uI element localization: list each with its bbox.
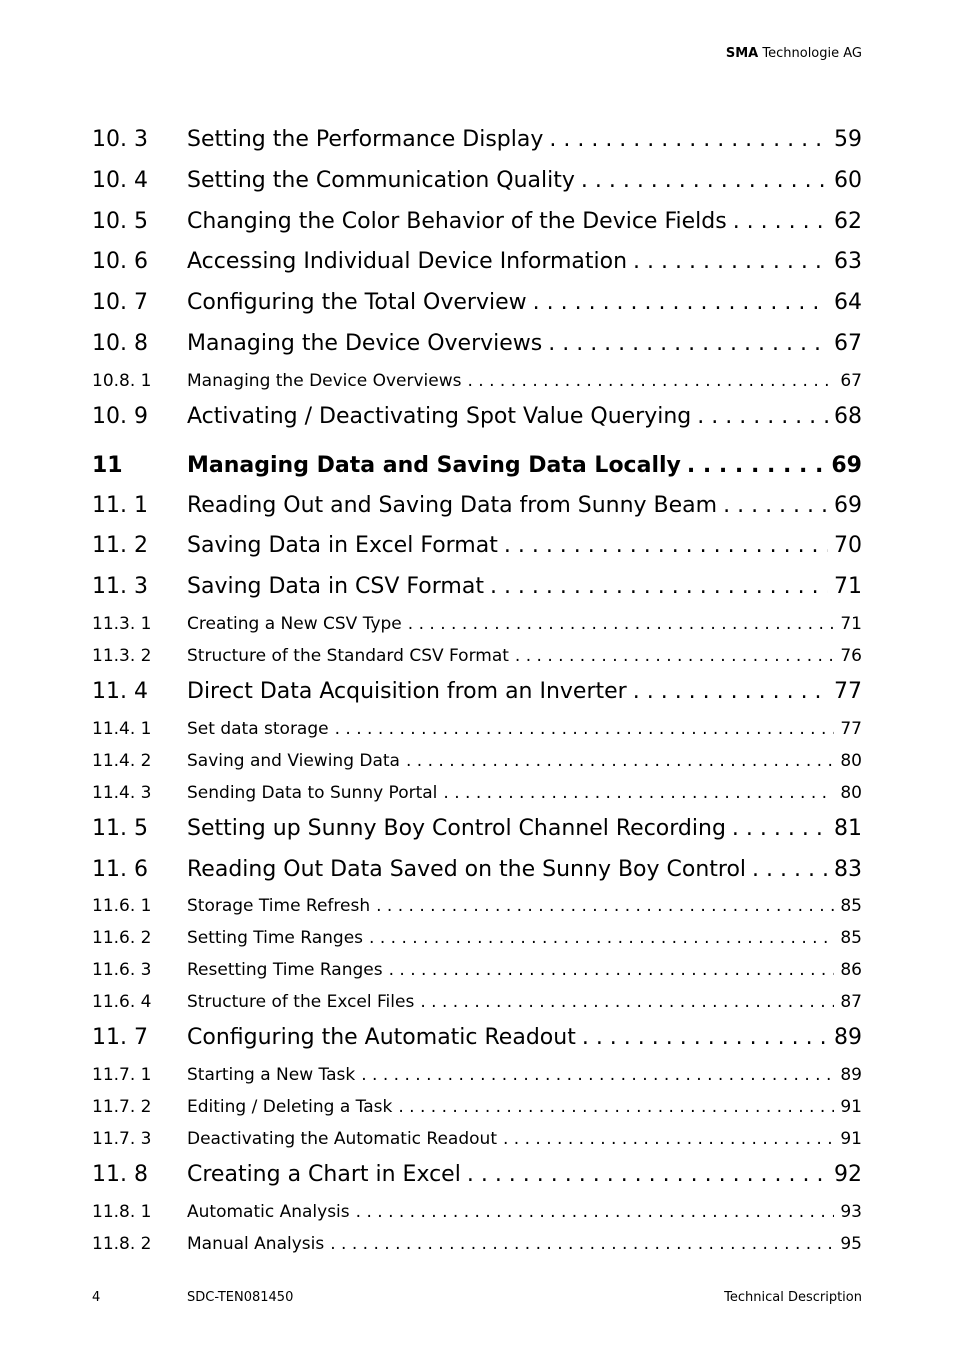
toc-entry-title: Reading Out and Saving Data from Sunny Beam (187, 492, 718, 518)
toc-entry-leader (582, 1018, 828, 1059)
toc-entry[interactable] (92, 1123, 862, 1155)
toc-entry-leader (504, 526, 828, 567)
toc-entry-page: 69 (834, 492, 862, 518)
toc-entry-number: 10. 3 (92, 127, 148, 152)
toc-entry[interactable] (92, 890, 862, 922)
toc-entry-title: Configuring the Automatic Readout (187, 1025, 576, 1051)
toc-entry-page: 68 (834, 403, 862, 429)
toc-entry-title: Creating a Chart in Excel (187, 1162, 461, 1188)
toc-entry-number: 11.4. 3 (92, 782, 152, 803)
toc-entry[interactable] (92, 608, 862, 640)
toc-entry-number: 11.4. 1 (92, 718, 152, 739)
toc-entry-title: Managing the Device Overviews (187, 330, 543, 356)
toc-entry-page: 95 (840, 1233, 862, 1254)
toc-entry-page: 63 (834, 249, 862, 275)
toc-entry[interactable] (92, 1018, 862, 1059)
toc-entry-number: 10. 9 (92, 403, 148, 429)
toc-entry-title: Setting up Sunny Boy Control Channel Recording (187, 815, 726, 841)
toc-entry-leader (549, 120, 828, 161)
toc-entry-title: Setting the Communication Quality (187, 167, 575, 193)
toc-entry-page: 77 (840, 718, 862, 739)
toc-entry-number: 11.6. 1 (92, 896, 152, 917)
toc-entry-leader (335, 713, 835, 745)
toc-entry-number: 11. 5 (92, 815, 148, 841)
toc-entry-page: 89 (840, 1065, 862, 1086)
toc-entry-page: 86 (840, 960, 862, 981)
toc-entry-number: 11.8. 2 (92, 1233, 152, 1254)
toc-entry-title: Manual Analysis (187, 1233, 325, 1254)
toc-entry-page: 89 (834, 1025, 862, 1051)
toc-entry-page: 64 (834, 290, 862, 316)
toc-entry-title: Reading Out Data Saved on the Sunny Boy Control (187, 856, 747, 882)
toc-entry-page: 91 (840, 1129, 862, 1150)
toc-entry-leader (633, 672, 828, 713)
toc-entry[interactable] (92, 745, 862, 777)
toc-entry-title: Storage Time Refresh (187, 896, 371, 917)
toc-entry[interactable] (92, 809, 862, 850)
toc-entry-leader (376, 890, 834, 922)
toc-entry-leader (356, 1196, 835, 1228)
toc-entry-page: 85 (840, 928, 862, 949)
toc-entry-page: 83 (834, 856, 862, 882)
toc-entry[interactable] (92, 954, 862, 986)
toc-entry-leader (443, 777, 834, 809)
toc-entry-number: 11. 6 (92, 856, 148, 882)
toc-entry-leader (752, 850, 828, 891)
toc-entry-number: 11.7. 3 (92, 1129, 152, 1150)
toc-entry-title: Resetting Time Ranges (187, 960, 383, 981)
toc-entry-number: 10. 7 (92, 290, 148, 316)
toc-entry-title: Structure of the Excel Files (187, 992, 415, 1013)
toc-entry[interactable] (92, 777, 862, 809)
toc-entry-number: 11.6. 4 (92, 992, 152, 1013)
toc-entry-page: 69 (831, 452, 862, 478)
toc-entry-number: 11. 7 (92, 1025, 148, 1051)
toc-entry-title: Changing the Color Behavior of the Device Fields (187, 208, 727, 234)
toc-entry[interactable] (92, 397, 862, 438)
toc-entry-number: 10. 5 (92, 208, 148, 234)
toc-entry-page: 59 (834, 127, 862, 152)
toc-entry-number: 10.8. 1 (92, 370, 152, 391)
toc-entry[interactable] (92, 850, 862, 891)
toc-entry-title: Deactivating the Automatic Readout (187, 1129, 497, 1150)
toc-entry[interactable] (92, 202, 862, 243)
toc-entry-leader (581, 161, 828, 202)
toc-entry-leader (533, 283, 828, 324)
toc-entry-leader (361, 1059, 834, 1091)
toc-entry[interactable] (92, 1091, 862, 1123)
toc-entry-page: 81 (834, 815, 862, 841)
toc-entry-leader (697, 397, 828, 438)
toc-entry[interactable] (92, 1155, 862, 1196)
toc-entry-leader (733, 202, 828, 243)
toc-entry-title: Sending Data to Sunny Portal (187, 782, 438, 803)
footer-page-number: 4 (92, 1290, 101, 1305)
toc-entry-title: Creating a New CSV Type (187, 613, 402, 634)
toc-entry-page: 80 (840, 750, 862, 771)
toc-entry[interactable] (92, 567, 862, 608)
toc-entry[interactable] (92, 283, 862, 324)
toc-entry-number: 10. 8 (92, 330, 148, 356)
toc-entry-title: Managing Data and Saving Data Locally (187, 452, 681, 478)
toc-entry-page: 87 (840, 992, 862, 1013)
footer-doc-id: SDC-TEN081450 (187, 1290, 294, 1305)
toc-entry-number: 10. 4 (92, 167, 148, 193)
toc-entry-leader (687, 438, 826, 486)
toc-entry-number: 11.6. 3 (92, 960, 152, 981)
page-header (726, 46, 862, 61)
toc-entry-leader (548, 324, 828, 365)
toc-entry[interactable] (92, 120, 862, 161)
toc-entry-page: 67 (840, 370, 862, 391)
toc-entry[interactable] (92, 438, 862, 486)
toc-entry-title: Editing / Deleting a Task (187, 1097, 393, 1118)
toc-entry-leader (389, 954, 835, 986)
toc-entry-title: Saving Data in CSV Format (187, 574, 484, 600)
page-footer (92, 1290, 862, 1310)
toc-entry-number: 10. 6 (92, 249, 148, 275)
toc-entry-number: 11. 4 (92, 678, 148, 704)
toc-entry-title: Automatic Analysis (187, 1201, 350, 1222)
toc-entry-leader (490, 567, 828, 608)
toc-entry-page: 62 (834, 208, 862, 234)
toc-entry-page: 77 (834, 678, 862, 704)
toc-entry-leader (330, 1228, 834, 1260)
toc-entry-number: 11.7. 2 (92, 1097, 152, 1118)
toc-entry[interactable] (92, 486, 862, 527)
toc-entry-number: 11.4. 2 (92, 750, 152, 771)
toc-entry-number: 11.3. 2 (92, 645, 152, 666)
toc-entry-title: Saving and Viewing Data (187, 750, 400, 771)
toc-entry-leader (369, 922, 834, 954)
toc-entry-number: 11.7. 1 (92, 1065, 152, 1086)
header-company-rest: Technologie AG (758, 46, 862, 61)
header-company-bold: SMA (725, 46, 759, 61)
toc-entry-title: Saving Data in Excel Format (187, 533, 498, 559)
toc-entry-title: Starting a New Task (187, 1065, 356, 1086)
toc-entry[interactable] (92, 986, 862, 1018)
toc-entry[interactable] (92, 242, 862, 283)
toc-entry-number: 11.6. 2 (92, 928, 152, 949)
toc-entry-title: Structure of the Standard CSV Format (187, 645, 509, 666)
toc-entry-page: 70 (834, 533, 862, 559)
toc-entry-title: Set data storage (187, 718, 329, 739)
toc-entry-number: 11. 8 (92, 1162, 148, 1188)
toc-entry-number: 11.8. 1 (92, 1201, 152, 1222)
toc-entry[interactable] (92, 161, 862, 202)
toc-entry-number: 11.3. 1 (92, 613, 152, 634)
toc-entry-title: Managing the Device Overviews (187, 370, 462, 391)
toc-entry-leader (398, 1091, 834, 1123)
toc-entry-title: Direct Data Acquisition from an Inverter (187, 678, 627, 704)
toc-entry-title: Configuring the Total Overview (187, 290, 527, 316)
toc-entry-number: 11 (92, 452, 123, 478)
toc-entry-leader (408, 608, 835, 640)
toc-entry-leader (723, 486, 828, 527)
table-of-contents (92, 120, 862, 1260)
toc-entry-leader (633, 242, 828, 283)
toc-entry[interactable] (92, 1228, 862, 1260)
toc-entry-title: Activating / Deactivating Spot Value Querying (187, 403, 692, 429)
toc-entry-leader (468, 365, 835, 397)
toc-entry[interactable] (92, 526, 862, 567)
toc-entry-page: 91 (840, 1097, 862, 1118)
toc-entry-title: Setting Time Ranges (187, 928, 364, 949)
toc-entry[interactable] (92, 1059, 862, 1091)
toc-entry-title: Setting the Performance Display (187, 127, 544, 152)
toc-entry-number: 11. 3 (92, 574, 148, 600)
toc-entry-page: 67 (834, 330, 862, 356)
toc-entry-number: 11. 2 (92, 533, 148, 559)
toc-entry-leader (732, 809, 828, 850)
toc-entry[interactable] (92, 1196, 862, 1228)
toc-entry[interactable] (92, 922, 862, 954)
toc-entry-page: 71 (834, 574, 862, 600)
toc-entry[interactable] (92, 324, 862, 365)
toc-entry-page: 92 (834, 1162, 862, 1188)
toc-entry-title: Accessing Individual Device Information (187, 249, 628, 275)
toc-entry[interactable] (92, 365, 862, 397)
toc-entry-leader (503, 1123, 834, 1155)
toc-entry-leader (467, 1155, 828, 1196)
footer-doc-type: Technical Description (724, 1290, 862, 1305)
toc-entry-number: 11. 1 (92, 492, 148, 518)
toc-entry-leader (515, 640, 834, 672)
toc-entry[interactable] (92, 672, 862, 713)
toc-entry[interactable] (92, 640, 862, 672)
toc-entry-leader (420, 986, 834, 1018)
toc-entry-leader (406, 745, 834, 777)
toc-entry-page: 93 (840, 1201, 862, 1222)
toc-entry-page: 80 (840, 782, 862, 803)
toc-entry-page: 60 (834, 167, 862, 193)
toc-entry-page: 71 (840, 613, 862, 634)
toc-entry[interactable] (92, 713, 862, 745)
toc-entry-page: 76 (840, 645, 862, 666)
toc-entry-page: 85 (840, 896, 862, 917)
